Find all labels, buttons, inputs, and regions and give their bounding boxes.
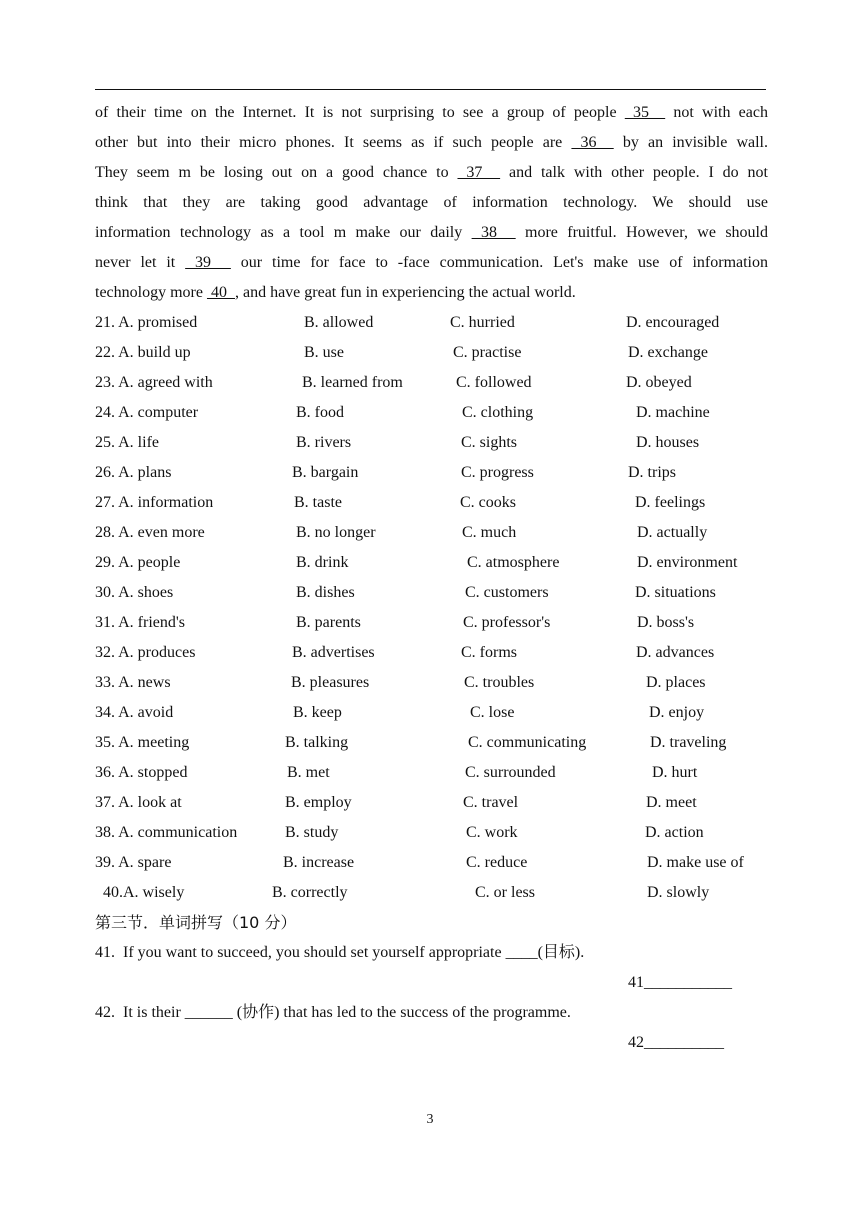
option-c[interactable]: C. customers xyxy=(465,584,549,601)
passage-text: and talk with other people. I do not xyxy=(500,164,768,181)
option-a[interactable]: 21. A. promised xyxy=(95,314,198,331)
option-d[interactable]: D. enjoy xyxy=(649,704,705,721)
passage-text: They seem m be losing out on a good chance to xyxy=(95,164,458,181)
option-d[interactable]: D. hurt xyxy=(652,764,698,781)
option-a[interactable]: 27. A. information xyxy=(95,494,214,511)
option-b[interactable]: B. learned from xyxy=(302,374,403,391)
option-c[interactable]: C. cooks xyxy=(460,494,516,511)
option-c[interactable]: C. atmosphere xyxy=(467,554,560,571)
passage-line xyxy=(95,128,768,158)
option-a[interactable]: 22. A. build up xyxy=(95,344,191,361)
answer-blank-41[interactable]: 41___________ xyxy=(628,974,732,991)
question-row xyxy=(95,788,775,818)
option-b[interactable]: B. pleasures xyxy=(291,674,370,691)
passage-text: our time for face to -face communication. Let's make use of information xyxy=(230,254,768,271)
answer-blank-42[interactable]: 42__________ xyxy=(628,1034,724,1051)
option-b[interactable]: B. correctly xyxy=(272,884,348,901)
option-b[interactable]: B. drink xyxy=(296,554,349,571)
option-c[interactable]: C. communicating xyxy=(468,734,587,751)
passage-line xyxy=(95,278,768,308)
option-a[interactable]: 29. A. people xyxy=(95,554,181,571)
question-41: 41. If you want to succeed, you should set yourself appropriate ____(目标). xyxy=(95,944,585,961)
option-d[interactable]: D. traveling xyxy=(650,734,727,751)
passage-text: think that they are taking good advantage of information technology. We should use xyxy=(95,194,768,211)
passage-blank[interactable]: 35_ xyxy=(624,104,666,121)
option-a[interactable]: 39. A. spare xyxy=(95,854,172,871)
question-row xyxy=(95,698,775,728)
option-d[interactable]: D. obeyed xyxy=(626,374,692,391)
option-a[interactable]: 37. A. look at xyxy=(95,794,182,811)
question-row xyxy=(95,848,775,878)
option-b[interactable]: B. dishes xyxy=(296,584,355,601)
option-a[interactable]: 23. A. agreed with xyxy=(95,374,213,391)
option-b[interactable]: B. no longer xyxy=(296,524,376,541)
option-a[interactable]: 24. A. computer xyxy=(95,404,199,421)
option-d[interactable]: D. slowly xyxy=(647,884,710,901)
option-a[interactable]: 33. A. news xyxy=(95,674,171,691)
question-row xyxy=(95,878,775,908)
question-row xyxy=(95,608,775,638)
option-d[interactable]: D. encouraged xyxy=(626,314,720,331)
passage-text: information technology as a tool m make our daily xyxy=(95,224,472,241)
option-b[interactable]: B. food xyxy=(296,404,344,421)
option-d[interactable]: D. environment xyxy=(637,554,738,571)
option-b[interactable]: B. advertises xyxy=(292,644,375,661)
option-a[interactable]: 28. A. even more xyxy=(95,524,205,541)
option-c[interactable]: C. work xyxy=(466,824,518,841)
option-d[interactable]: D. feelings xyxy=(635,494,706,511)
option-a[interactable]: 31. A. friend's xyxy=(95,614,185,631)
passage-blank[interactable]: 37 xyxy=(457,164,501,181)
option-d[interactable]: D. action xyxy=(645,824,704,841)
option-a[interactable]: 25. A. life xyxy=(95,434,159,451)
question-row xyxy=(95,728,775,758)
option-d[interactable]: D. houses xyxy=(636,434,700,451)
question-row xyxy=(95,428,775,458)
option-b[interactable]: B. keep xyxy=(293,704,342,721)
option-c[interactable]: C. progress xyxy=(461,464,534,481)
question-row xyxy=(95,638,775,668)
option-c[interactable]: C. surrounded xyxy=(465,764,556,781)
option-b[interactable]: B. study xyxy=(285,824,339,841)
option-b[interactable]: B. taste xyxy=(294,494,342,511)
option-b[interactable]: B. rivers xyxy=(296,434,352,451)
option-c[interactable]: C. hurried xyxy=(450,314,515,331)
question-row xyxy=(95,308,775,338)
question-row xyxy=(95,458,775,488)
option-d[interactable]: D. trips xyxy=(628,464,676,481)
option-a[interactable]: 30. A. shoes xyxy=(95,584,174,601)
option-a[interactable]: 34. A. avoid xyxy=(95,704,174,721)
question-row xyxy=(95,398,775,428)
option-d[interactable]: D. exchange xyxy=(628,344,708,361)
option-a[interactable]: 35. A. meeting xyxy=(95,734,190,751)
header-rule xyxy=(95,89,766,90)
question-row xyxy=(95,548,775,578)
question-42: 42. It is their ______ (协作) that has led to the success of the programme. xyxy=(95,1004,571,1021)
passage-blank[interactable]: 38 xyxy=(471,224,516,241)
question-row xyxy=(95,818,775,848)
option-a[interactable]: 26. A. plans xyxy=(95,464,172,481)
passage-line xyxy=(95,248,768,278)
question-row xyxy=(95,368,775,398)
option-c[interactable]: C. sights xyxy=(461,434,518,451)
question-row xyxy=(95,488,775,518)
option-d[interactable]: D. machine xyxy=(636,404,710,421)
passage-text: of their time on the Internet. It is not surprising to see a group of people xyxy=(95,104,625,121)
passage-blank[interactable]: 39 xyxy=(185,254,231,271)
passage-text: other but into their micro phones. It seems as if such people are xyxy=(95,134,572,151)
option-b[interactable]: B. use xyxy=(304,344,344,361)
question-row xyxy=(95,578,775,608)
passage-text: technology more xyxy=(95,284,207,301)
option-b[interactable]: B. parents xyxy=(296,614,361,631)
option-a[interactable]: 40.A. wisely xyxy=(103,884,185,901)
option-b[interactable]: B. allowed xyxy=(304,314,374,331)
option-b[interactable]: B. employ xyxy=(285,794,352,811)
passage-text: , and have great fun in experiencing the actual world. xyxy=(234,284,576,301)
passage-text: never let it xyxy=(95,254,186,271)
option-c[interactable]: C. practise xyxy=(453,344,522,361)
option-d[interactable]: D. places xyxy=(646,674,706,691)
option-c[interactable]: C. followed xyxy=(456,374,532,391)
passage-text: not with each xyxy=(665,104,768,121)
page-number: 3 xyxy=(426,1112,434,1127)
option-c[interactable]: C. lose xyxy=(470,704,515,721)
passage-text: by an invisible wall. xyxy=(613,134,769,151)
option-b[interactable]: B. talking xyxy=(285,734,349,751)
option-a[interactable]: 36. A. stopped xyxy=(95,764,188,781)
question-row xyxy=(95,338,775,368)
option-c[interactable]: C. troubles xyxy=(464,674,535,691)
passage-line xyxy=(95,158,768,188)
option-d[interactable]: D. actually xyxy=(637,524,708,541)
passage-line xyxy=(95,218,768,248)
option-c[interactable]: C. travel xyxy=(463,794,519,811)
option-c[interactable]: C. or less xyxy=(475,884,535,901)
passage-blank[interactable]: 40 xyxy=(206,284,235,301)
option-d[interactable]: D. situations xyxy=(635,584,716,601)
section-title: 第三节．单词拼写（10 分） xyxy=(95,913,297,932)
option-d[interactable]: D. make use of xyxy=(647,854,744,871)
passage-blank[interactable]: 36_ xyxy=(571,134,614,151)
option-c[interactable]: C. professor's xyxy=(463,614,551,631)
option-c[interactable]: C. clothing xyxy=(462,404,534,421)
option-b[interactable]: B. increase xyxy=(283,854,355,871)
option-d[interactable]: D. advances xyxy=(636,644,715,661)
option-b[interactable]: B. met xyxy=(287,764,330,781)
passage xyxy=(95,98,768,308)
option-a[interactable]: 32. A. produces xyxy=(95,644,196,661)
option-c[interactable]: C. forms xyxy=(461,644,517,661)
option-c[interactable]: C. much xyxy=(462,524,517,541)
option-d[interactable]: D. boss's xyxy=(637,614,695,631)
passage-text: more fruitful. However, we should xyxy=(515,224,768,241)
option-d[interactable]: D. meet xyxy=(646,794,697,811)
option-a[interactable]: 38. A. communication xyxy=(95,824,238,841)
passage-line xyxy=(95,98,768,128)
option-c[interactable]: C. reduce xyxy=(466,854,528,871)
passage-line xyxy=(95,188,768,218)
question-row xyxy=(95,758,775,788)
question-row xyxy=(95,668,775,698)
option-b[interactable]: B. bargain xyxy=(292,464,359,481)
question-row xyxy=(95,518,775,548)
options-list xyxy=(95,308,775,908)
